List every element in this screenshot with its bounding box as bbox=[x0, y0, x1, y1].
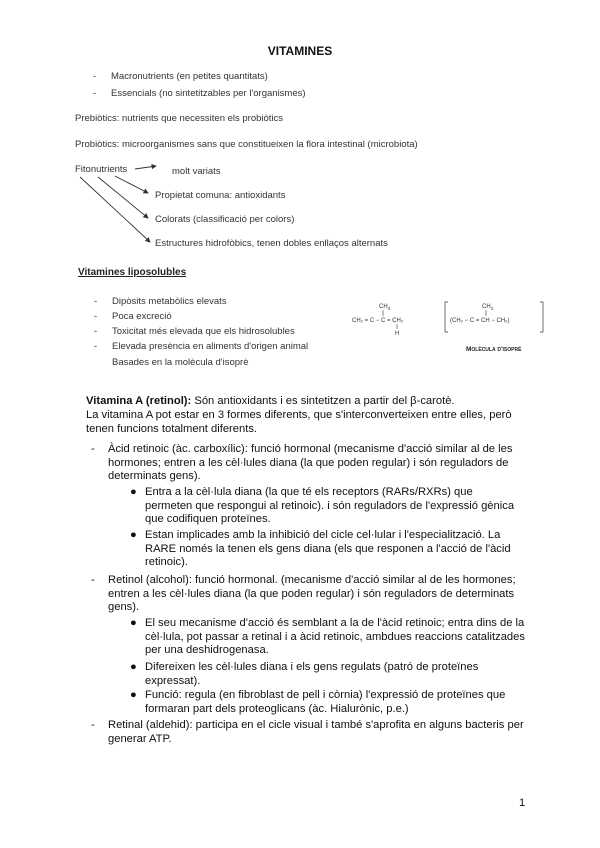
arrow-line bbox=[80, 177, 150, 242]
formula-ch3: $CH_3$ bbox=[379, 304, 391, 311]
phyto-item: Colorats (classificació per colors) bbox=[155, 214, 295, 225]
bracket-right bbox=[540, 302, 543, 332]
list-dash: - bbox=[93, 71, 97, 82]
liposolubles-heading: Vitamines liposolubles bbox=[78, 267, 187, 278]
formula-ch3: $CH_3$ bbox=[482, 304, 494, 311]
phyto-item: molt variats bbox=[172, 166, 221, 177]
list-dash: - bbox=[91, 443, 95, 455]
list-item: Macronutrients (en petites quantitats) bbox=[111, 71, 268, 82]
probiotics-text: Probiòtics: microorganismes sans que constitueixen la flora intestinal (microbiota) bbox=[75, 139, 418, 150]
form-retinol: Retinol (alcohol): funció hormonal. (mecanisme d'acció similar al de les hormones; entren a les cèl·lules diana (la que poden regular) i són reguladors de determinats gens). bbox=[108, 574, 516, 614]
bullet-dot: ● bbox=[130, 617, 137, 629]
page-title: VITAMINES bbox=[267, 44, 333, 58]
arrow-line bbox=[98, 177, 148, 218]
vitA-intro: La vitamina A pot estar en 3 formes diferents, que s'interconverteixen entre elles, però tenen funcions totalment diferents. bbox=[86, 409, 512, 435]
retinol-bullet: El seu mecanisme d'acció és semblant a la de l'àcid retinoic; entra dins de la cèl·lula, pot passar a retinal i a àcid retinoic, ambdues reaccions catalitzades per una deshidrogenasa. bbox=[145, 617, 525, 657]
list-item: Dipòsits metabòlics elevats bbox=[112, 296, 227, 307]
form-retinal: Retinal (aldehid): participa en el cicle visual i també s'aprofita en alguns bacteris per generar ATP. bbox=[108, 719, 524, 745]
list-dash: - bbox=[94, 311, 98, 322]
list-dash: - bbox=[91, 719, 95, 731]
retinoic-bullet: Entra a la cèl·lula diana (la que té els receptors (RARs/RXRs) que permeten que respongui al retinoic). i són reguladors de l'expressió gènica que codifiquen proteïnes. bbox=[145, 486, 515, 526]
retinoic-bullet: Estan implicades amb la inhibició del cicle cel·lular i l'especialització. La RARE només la tenen els gens diana (els que responen a l'acció de l'àcid retinoic). bbox=[145, 529, 511, 569]
formula-h: H bbox=[395, 331, 400, 337]
list-dash: - bbox=[94, 341, 98, 352]
phyto-item: Estructures hidrofòbics, tenen dobles enllaços alternats bbox=[155, 238, 388, 249]
bracket-left bbox=[445, 302, 448, 332]
arrow-line bbox=[135, 166, 156, 169]
list-dash: - bbox=[94, 296, 98, 307]
list-item: Essencials (no sintetitzables per l'organismes) bbox=[111, 88, 306, 99]
list-dash: - bbox=[93, 88, 97, 99]
figure-caption: Molècula d'isoprè bbox=[466, 346, 522, 353]
formula-line: CH₂ = C − C = CH₂ bbox=[352, 318, 404, 324]
arrow-line bbox=[115, 176, 148, 193]
vitA-heading-rest: Són antioxidants i es sintetitzen a partir del β-carotè. bbox=[191, 395, 455, 407]
retinol-bullet: Funció: regula (en fibroblast de pell i còrnia) l'expressió de proteïnes que formaran part dels proteoglicans (àc. Hialurònic, p.e.) bbox=[145, 689, 506, 715]
vitA-heading-line bbox=[86, 395, 455, 409]
bullet-dot: ● bbox=[130, 486, 137, 498]
isoprene-figure bbox=[348, 296, 548, 358]
list-dash: - bbox=[91, 574, 95, 586]
vitA-heading: Vitamina A (retinol): bbox=[86, 395, 192, 407]
list-dash: - bbox=[94, 326, 98, 337]
formula-line: (CH₂ − C = CH − CH₂) bbox=[450, 318, 510, 324]
list-item: Toxicitat més elevada que els hidrosolubles bbox=[112, 326, 295, 337]
list-item: Poca excreció bbox=[112, 311, 172, 322]
page-number: 1 bbox=[519, 797, 526, 809]
bullet-dot: ● bbox=[130, 529, 137, 541]
list-item: Elevada presència en aliments d'origen animal bbox=[112, 341, 309, 352]
form-retinoic: Àcid retinoic (àc. carboxílic): funció hormonal (mecanisme d'acció similar al de les hormones; entren a les cèl·lules diana (la que poden regular) i són reguladors de determinats gens). bbox=[108, 443, 513, 483]
retinol-bullet: Difereixen les cèl·lules diana i els gens regulats (patró de proteïnes expressat). bbox=[145, 661, 479, 687]
bullet-dot: ● bbox=[130, 661, 137, 673]
isoprene-note: Basades en la molècula d'isoprè bbox=[112, 357, 249, 368]
bullet-dot: ● bbox=[130, 689, 137, 701]
prebiotics-text: Prebiòtics: nutrients que necessiten els probiòtics bbox=[75, 113, 284, 124]
phyto-label: Fitonutrients bbox=[75, 164, 128, 175]
phyto-item: Propietat comuna: antioxidants bbox=[155, 190, 286, 201]
